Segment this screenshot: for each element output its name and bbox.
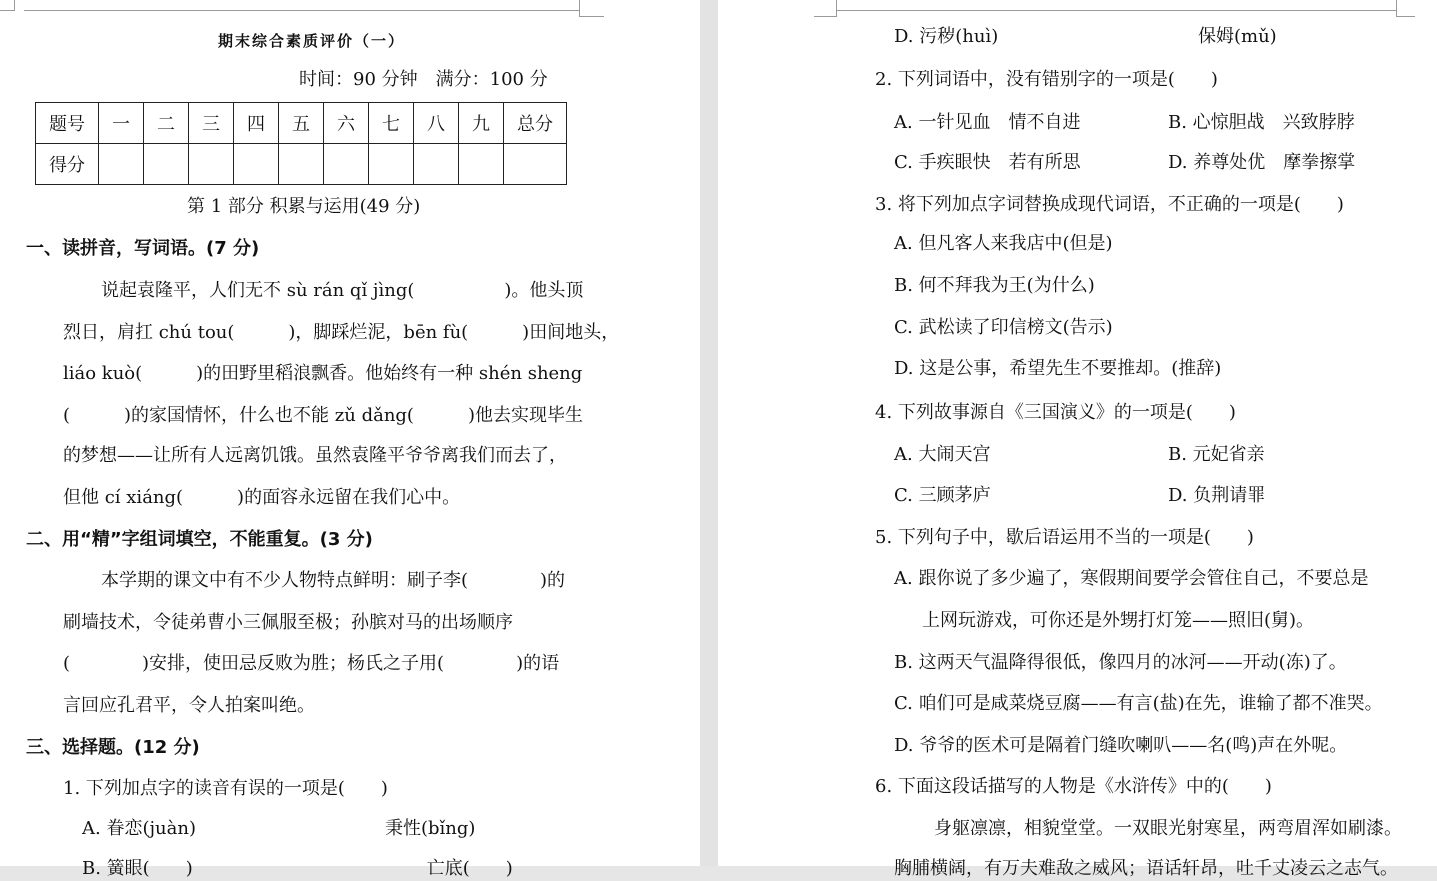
corner-mark [1396,0,1415,17]
option-c: C. 咱们可是咸菜烧豆腐——有言(盐)在先，谁输了都不准哭。 [894,693,1383,714]
score-table-score-row [36,144,567,185]
table-cell: 五 [279,103,324,144]
header-line [24,0,579,11]
section-heading: 二、用“精”字组词填空，不能重复。(3 分) [26,529,373,550]
score-input-cell[interactable] [324,144,369,185]
score-input-cell[interactable] [369,144,414,185]
option-a: A. 但凡客人来我店中(但是) [894,233,1113,254]
option-a: A. 眷恋(juàn) [82,818,196,839]
option-b: B. 何不拜我为王(为什么) [894,275,1095,296]
question-line: 4. 下列故事源自《三国演义》的一项是( ) [875,402,1236,423]
option-c: C. 手疾眼快 若有所思 [894,152,1081,173]
score-input-cell[interactable] [99,144,144,185]
question-line: 1. 下列加点字的读音有误的一项是( ) [63,778,388,799]
corner-mark [814,0,837,17]
header-line [836,0,1396,11]
score-input-cell[interactable] [144,144,189,185]
section-heading: 三、选择题。(12 分) [26,737,200,758]
option-d: D. 这是公事，希望先生不要推却。(推辞) [894,358,1222,379]
option-b: B. 心惊胆战 兴致脖脖 [1168,112,1355,133]
option-d: D. 负荆请罪 [1168,485,1266,506]
question-line: 6. 下面这段话描写的人物是《水浒传》中的( ) [875,776,1272,797]
score-table [35,102,567,185]
corner-mark [0,0,15,11]
corner-mark [579,0,604,17]
question-line: 2. 下列词语中，没有错别字的一项是( ) [875,69,1218,90]
option-c: C. 武松读了印信榜文(告示) [894,317,1113,338]
right-page [718,0,1437,879]
page-gutter [700,0,718,866]
question-line: 5. 下列句子中，歇后语运用不当的一项是( ) [875,527,1254,548]
score-input-cell[interactable] [414,144,459,185]
table-cell: 七 [369,103,414,144]
option-a-continued: 上网玩游戏，可你还是外甥打灯笼——照旧(舅)。 [922,610,1315,631]
text-line: 的梦想——让所有人远离饥饿。虽然袁隆平爷爷离我们而去了， [63,445,567,466]
section-heading: 一、读拼音，写词语。(7 分) [26,238,260,259]
option-d-second: 保姆(mǔ) [1198,26,1277,47]
table-cell: 题号 [36,103,99,144]
text-line: 烈日，肩扛 chú tou( )，脚踩烂泥，bēn fù( )田间地头， [63,322,620,343]
table-cell: 八 [414,103,459,144]
score-input-cell[interactable] [459,144,504,185]
passage-line-cut: 胸脯横阔，有万夫难敌之威风；语话轩昂，吐千丈凌云之志气。 [894,858,1398,879]
option-d: D. 养尊处优 摩拳擦掌 [1168,152,1356,173]
exam-title: 期末综合素质评价（一） [218,32,406,50]
time-score-line: 时间：90 分钟 满分：100 分 [299,69,548,90]
table-cell: 得分 [36,144,99,185]
table-cell: 六 [324,103,369,144]
text-line: 但他 cí xiáng( )的面容永远留在我们心中。 [63,487,461,508]
left-page [0,0,700,879]
option-a-second: 秉性(bǐng) [385,818,476,839]
option-a: A. 跟你说了多少遍了，寒假期间要学会管住自己，不要总是 [894,568,1369,589]
text-line: 刷墙技术，令徒弟曹小三佩服至极；孙膑对马的出场顺序 [63,612,513,633]
passage-line: 身躯凛凛，相貌堂堂。一双眼光射寒星，两弯眉浑如刷漆。 [934,818,1402,839]
option-b: B. 这两天气温降得很低，像四月的冰河——开动(冻)了。 [894,652,1347,673]
option-c: C. 三顾茅庐 [894,485,991,506]
table-cell: 一 [99,103,144,144]
table-cell: 二 [144,103,189,144]
text-line: 本学期的课文中有不少人物特点鲜明：刷子李( )的 [101,570,566,591]
table-cell: 总分 [504,103,567,144]
score-input-cell[interactable] [279,144,324,185]
text-line: 说起袁隆平，人们无不 sù rán qǐ jìng( )。他头顶 [101,280,584,301]
text-line: 言回应孔君平，令人拍案叫绝。 [63,695,315,716]
table-cell: 四 [234,103,279,144]
text-line: liáo kuò( )的田野里稻浪飘香。他始终有一种 shén sheng [63,363,583,384]
text-line: ( )安排，使田忌反败为胜；杨氏之子用( )的语 [63,653,560,674]
option-d: D. 污秽(huì) [894,26,999,47]
table-cell: 九 [459,103,504,144]
score-input-cell[interactable] [189,144,234,185]
option-a: A. 一针见血 情不自进 [894,112,1081,133]
score-table-header-row [36,103,567,144]
text-line: ( )的家国情怀，什么也不能 zǔ dǎng( )他去实现毕生 [63,405,583,426]
question-line: 3. 将下列加点字词替换成现代词语，不正确的一项是( ) [875,194,1344,215]
score-input-cell[interactable] [504,144,567,185]
option-d: D. 爷爷的医术可是隔着门缝吹喇叭——名(鸣)声在外呢。 [894,735,1348,756]
text-line-cut: B. 簧眼( ) 亡底( ) [82,858,513,879]
option-b: B. 元妃省亲 [1168,444,1265,465]
part-title: 第 1 部分 积累与运用(49 分) [187,196,421,217]
option-a: A. 大闹天宫 [894,444,991,465]
score-input-cell[interactable] [234,144,279,185]
table-cell: 三 [189,103,234,144]
